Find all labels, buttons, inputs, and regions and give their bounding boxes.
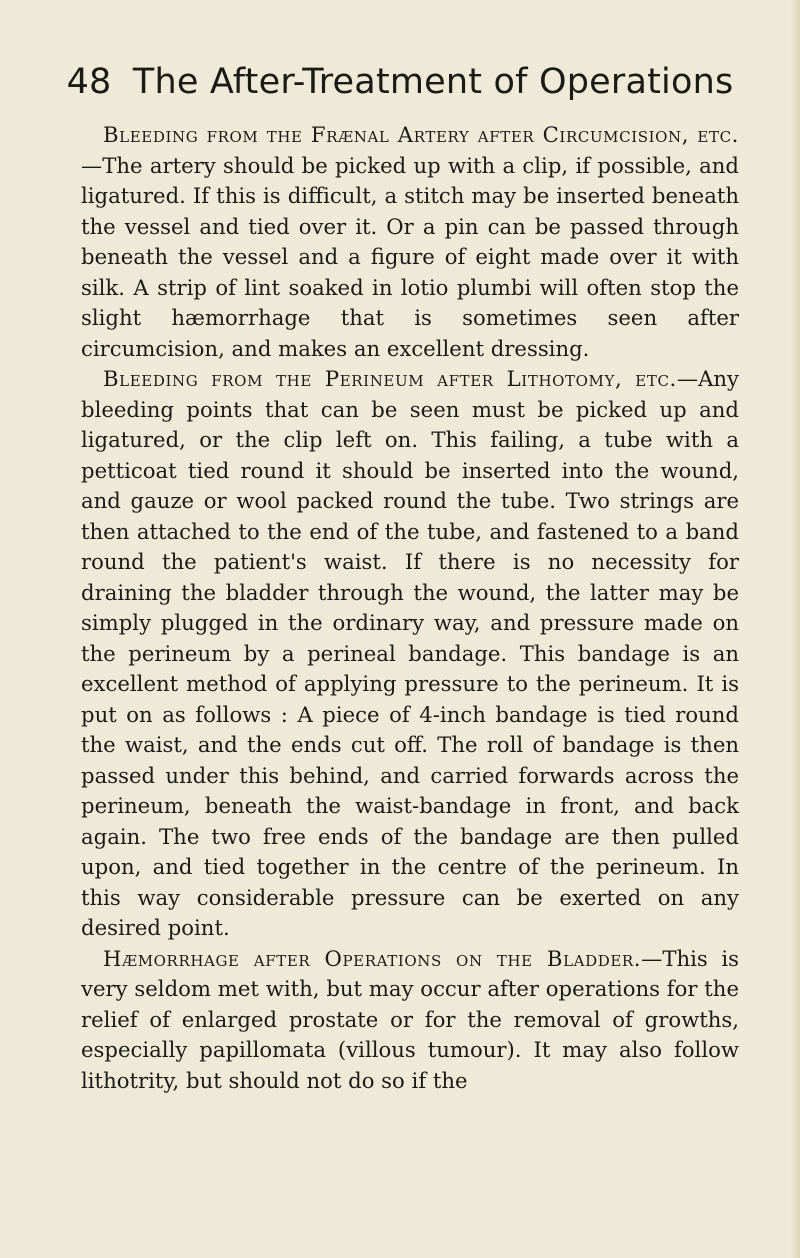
running-title: The After-Treatment of Operations [132, 62, 734, 102]
paragraph-perineum [81, 364, 739, 944]
paragraph-text: —Any bleeding points that can be seen must be picked up and ligatured, or the clip left on. This failing, a tube with a petticoat tied round it should be inserted into the wound, and gauze or wool packed round the tube. Two strings are then attached to the end of the tube, and fastened to a band round the patient's waist. If there is no necessity for draining the bladder through the wound, the latter may be simply plugged in the ordinary way, and pressure made on the perineum by a perineal bandage. This bandage is an excellent method of applying pressure to the perineum. It is put on as follows : A piece of 4-inch bandage is tied round the waist, and the ends cut off. The roll of bandage is then passed under this behind, and carried forwards across the perineum, beneath the waist-bandage in front, and back again. The two free ends of the bandage are then pulled upon, and tied together in the centre of the perineum. In this way considerable pressure can be exerted on any desired point. [81, 366, 739, 940]
paragraph-heading: Hæmorrhage after Operations on the Bladder. [103, 945, 642, 971]
paragraph-frenal-artery [81, 120, 739, 364]
paragraph-text: —The artery should be picked up with a clip, if possible, and ligatured. If this is difficult, a stitch may be inserted beneath the vessel and tied over it. Or a pin can be passed through beneath the vessel and a figure of eight made over it with silk. A strip of lint soaked in lotio plumbi will often stop the slight hæmorrhage that is sometimes seen after circumcision, and makes an excellent dressing. [81, 152, 739, 361]
body-text [81, 120, 739, 1096]
page-number: 48 [66, 62, 112, 102]
paragraph-bladder [81, 944, 739, 1097]
paragraph-heading: Bleeding from the Perineum after Lithotomy, etc. [103, 366, 677, 391]
paragraph-heading: Bleeding from the Frænal Artery after Circumcision, etc. [103, 122, 739, 147]
paragraph-text: —This is very seldom met with, but may occur after operations for the relief of enlarged prostate or for the removal of growths, especially papillomata (villous tumour). It may also follow lithotrity, but should not do so if the [81, 945, 739, 1093]
running-header [0, 62, 800, 102]
page-edge [790, 0, 800, 1258]
